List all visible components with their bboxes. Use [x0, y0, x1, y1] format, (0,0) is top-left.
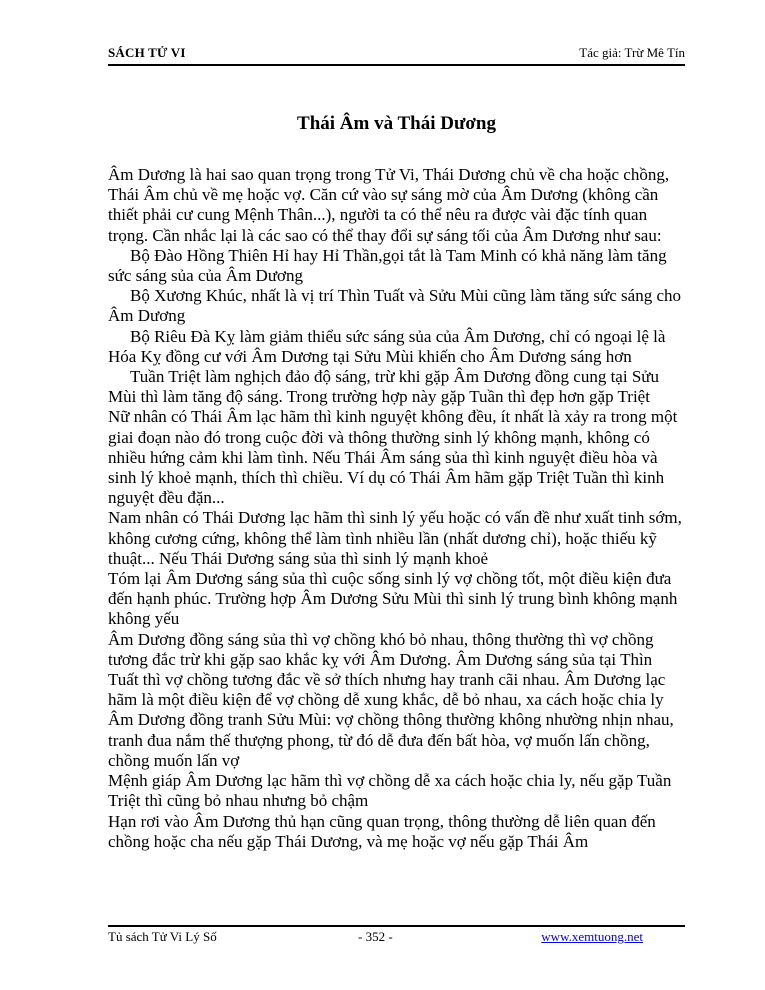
author-label: Tác giả: Trừ Mê Tín: [579, 45, 685, 60]
paragraph: Bộ Riêu Đà Kỵ làm giảm thiểu sức sáng sủa của Âm Dương, chỉ có ngoại lệ là Hóa Kỵ đồng cư với Âm Dương tại Sửu Mùi khiến cho Âm Dương sáng hơn: [108, 326, 666, 366]
website-link[interactable]: www.xemtuong.net: [541, 929, 643, 944]
paragraph: Tóm lại Âm Dương sáng sủa thì cuộc sống sinh lý vợ chồng tốt, một điều kiện đưa đến hạnh phúc. Trường hợp Âm Dương Sửu Mùi thì sinh lý trung bình không mạnh không yếu: [108, 569, 678, 629]
footer-divider: [108, 925, 685, 927]
paragraph: Âm Dương đồng sáng sủa thì vợ chồng khó bỏ nhau, thông thường thì vợ chồng tương đắc trừ khi gặp sao khắc kỵ với Âm Dương. Âm Dương sáng sủa tại Thìn Tuất thì vợ chồng tương đắc về sở thích nhưng hay tranh cãi nhau. Âm Dương lạc hãm là một điều kiện để vợ chồng dễ xung khắc, dễ bỏ nhau, xa cách hoặc chia ly: [108, 629, 666, 710]
paragraph: Hạn rơi vào Âm Dương thủ hạn cũng quan trọng, thông thường dễ liên quan đến chồng hoặc cha nếu gặp Thái Dương, và mẹ hoặc vợ nếu gặp Thái Âm: [108, 811, 656, 851]
paragraph: Âm Dương là hai sao quan trọng trong Tử Vi, Thái Dương chủ về cha hoặc chồng, Thái Âm chủ về mẹ hoặc vợ. Căn cứ vào sự sáng mờ của Âm Dương (không cần thiết phải cư cung Mệnh Thân...), người ta có thể nêu ra được vài đặc tính quan trọng. Cần nhắc lại là các sao có thể thay đổi sự sáng tối của Âm Dương như sau:: [108, 165, 670, 245]
paragraph: Nữ nhân có Thái Âm lạc hãm thì kinh nguyệt không đều, ít nhất là xảy ra trong một giai đoạn nào đó trong cuộc đời và thông thường sinh lý không mạnh, không có nhiều hứng cảm khi làm tình. Nếu Thái Âm sáng sủa thì kinh nguyệt điều hòa và sinh lý khoẻ mạnh, thích thì chiều. Ví dụ có Thái Âm hãm gặp Triệt Tuần thì kinh nguyệt đều đặn...: [108, 407, 678, 508]
chapter-title: Thái Âm và Thái Dương: [297, 113, 496, 134]
paragraph: Bộ Đào Hồng Thiên Hỉ hay Hỉ Thần,gọi tắt là Tam Minh có khả năng làm tăng sức sáng sủa của Âm Dương: [108, 245, 667, 286]
paragraph: Nam nhân có Thái Dương lạc hãm thì sinh lý yếu hoặc có vấn đề như xuất tinh sớm, không cương cứng, không thể làm tình nhiều lần (nhất dương chỉ), hoặc thiếu kỹ thuật... Nếu Thái Dương sáng sủa thì sinh lý mạnh khoẻ: [108, 508, 682, 568]
page-number: - 352 -: [358, 929, 393, 944]
page-footer: [108, 929, 685, 947]
body-text: [108, 165, 685, 852]
header-divider: [108, 64, 685, 66]
paragraph: Mệnh giáp Âm Dương lạc hãm thì vợ chồng dễ xa cách hoặc chia ly, nếu gặp Tuần Triệt thì cũng bỏ nhau nhưng bỏ chậm: [108, 771, 672, 811]
paragraph: Tuần Triệt làm nghịch đảo độ sáng, trừ khi gặp Âm Dương đồng cung tại Sửu Mùi thì làm tăng độ sáng. Trong trường hợp này gặp Tuần thì đẹp hơn gặp Triệt: [108, 367, 659, 407]
series-name: Tủ sách Tử Vi Lý Số: [108, 929, 217, 944]
book-title: SÁCH TỬ VI: [108, 45, 186, 60]
paragraph: Bộ Xương Khúc, nhất là vị trí Thìn Tuất và Sửu Mùi cũng làm tăng sức sáng cho Âm Dương: [108, 286, 681, 326]
paragraph: Âm Dương đồng tranh Sửu Mùi: vợ chồng thông thường không nhường nhịn nhau, tranh đua nắm thế thượng phong, từ đó dễ đưa đến bất hòa, vợ muốn lấn chồng, chồng muốn lấn vợ: [108, 710, 674, 770]
